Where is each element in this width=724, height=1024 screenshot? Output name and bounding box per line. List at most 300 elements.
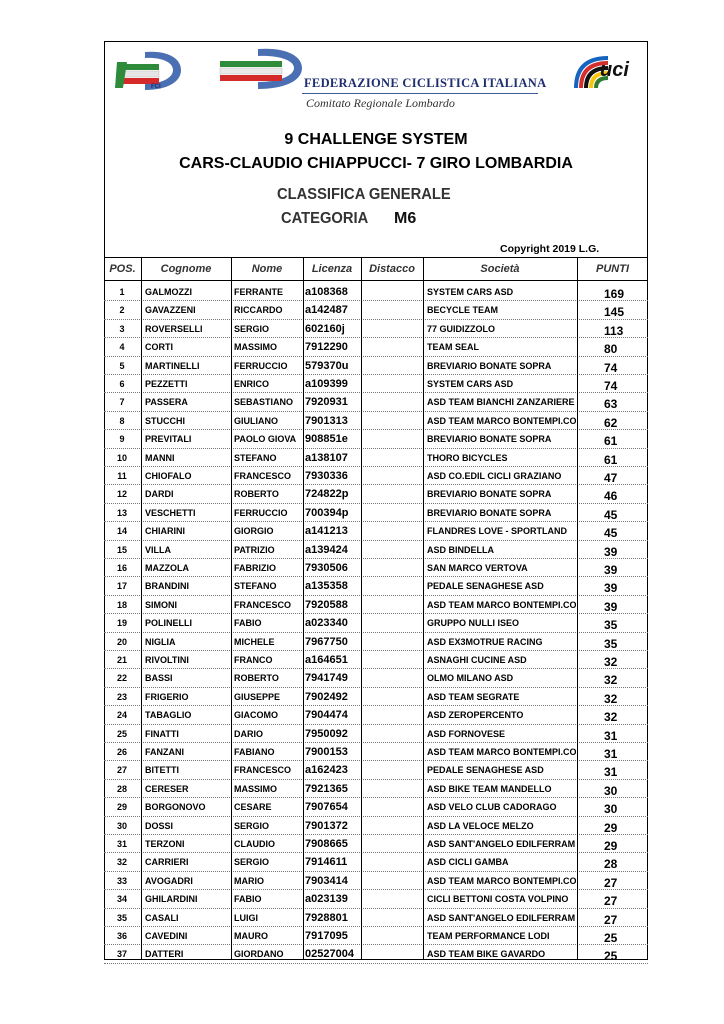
- cell-licenza: 7907654: [305, 801, 348, 814]
- cell-licenza: 7902492: [305, 690, 348, 703]
- cell-punti: 25: [604, 931, 618, 945]
- cell-societa: ASD CICLI GAMBA: [427, 857, 509, 868]
- table-row: [104, 780, 648, 798]
- categoria-row: [281, 210, 417, 228]
- cell-licenza: 7904474: [305, 709, 348, 722]
- cell-licenza: 700394p: [305, 506, 349, 519]
- cell-cognome: CARRIERI: [145, 857, 189, 868]
- table-row: [104, 945, 648, 963]
- table-row: [104, 651, 648, 669]
- cell-cognome: CASALI: [145, 912, 179, 923]
- cell-nome: FABIO: [234, 894, 262, 905]
- cell-licenza: a162423: [305, 764, 348, 777]
- cell-distacco: [362, 357, 422, 375]
- cell-nome: STEFANO: [234, 581, 277, 592]
- cell-nome: ENRICO: [234, 379, 270, 389]
- cell-punti: 35: [604, 618, 618, 633]
- cell-licenza: 7928801: [305, 911, 348, 924]
- cell-societa: TEAM SEAL: [427, 342, 480, 353]
- cell-licenza: 7901313: [305, 414, 348, 427]
- cell-societa: 77 GUIDIZZOLO: [427, 323, 496, 334]
- cell-punti: 30: [604, 783, 618, 798]
- cell-societa: BREVIARIO BONATE SOPRA: [427, 434, 552, 445]
- cell-distacco: [362, 706, 422, 724]
- cell-societa: SYSTEM CARS ASD: [427, 287, 514, 297]
- cell-cognome: DATTERI: [145, 949, 184, 960]
- cell-pos: 37: [116, 949, 127, 960]
- fci-logo-text: FCI: [151, 84, 161, 90]
- cell-punti: 35: [604, 636, 618, 651]
- cell-punti: 62: [604, 415, 618, 430]
- cell-punti: 30: [604, 802, 618, 817]
- cell-pos: 11: [117, 471, 127, 481]
- table-row: [104, 412, 648, 430]
- cell-nome: GIORDANO: [234, 949, 284, 960]
- cell-punti: 39: [604, 599, 618, 614]
- cell-distacco: [362, 743, 422, 761]
- cell-cognome: TABAGLIO: [145, 710, 192, 721]
- cell-licenza: 7941749: [305, 672, 348, 685]
- cell-distacco: [362, 338, 422, 356]
- cell-societa: BREVIARIO BONATE SOPRA: [427, 360, 552, 371]
- cell-distacco: [362, 798, 422, 816]
- cell-pos: 15: [116, 544, 127, 555]
- cell-pos: 23: [116, 691, 127, 702]
- cell-distacco: [362, 909, 422, 927]
- header-licenza: Licenza: [311, 263, 353, 275]
- cell-cognome: PEZZETTI: [145, 379, 188, 389]
- cell-pos: 27: [116, 765, 127, 776]
- cell-pos: 8: [119, 415, 125, 426]
- cell-distacco: [362, 320, 422, 338]
- cell-distacco: [362, 412, 422, 430]
- cell-cognome: DARDI: [145, 489, 174, 500]
- cell-nome: GIULIANO: [234, 415, 278, 426]
- event-title-line2: CARS-CLAUDIO CHIAPPUCCI- 7 GIRO LOMBARDIA: [179, 155, 573, 172]
- cell-distacco: [362, 633, 422, 651]
- cell-punti: 31: [604, 747, 618, 761]
- cell-licenza: a109399: [305, 378, 348, 390]
- cell-punti: 45: [604, 526, 618, 541]
- cell-punti: 61: [604, 452, 618, 467]
- table-row: [104, 577, 648, 595]
- cell-distacco: [362, 945, 422, 963]
- cell-cognome: CHIOFALO: [145, 471, 192, 481]
- cell-pos: 6: [119, 379, 125, 389]
- cell-punti: 32: [604, 673, 618, 688]
- cell-distacco: [362, 890, 422, 908]
- cell-nome: GIUSEPPE: [234, 691, 281, 702]
- cell-distacco: [362, 596, 422, 614]
- cell-punti: 27: [604, 912, 618, 927]
- table-row: [104, 669, 648, 687]
- cell-cognome: RIVOLTINI: [145, 655, 189, 665]
- cell-punti: 29: [604, 820, 618, 835]
- table-row: [104, 485, 648, 503]
- cell-societa: TEAM PERFORMANCE LODI: [427, 931, 550, 941]
- cell-distacco: [362, 467, 422, 485]
- cell-distacco: [362, 559, 422, 577]
- cell-punti: 113: [604, 323, 624, 338]
- table-row: [104, 817, 648, 835]
- cell-pos: 30: [116, 820, 127, 831]
- cell-pos: 31: [116, 839, 127, 849]
- cell-pos: 9: [119, 434, 125, 445]
- cell-cognome: BITETTI: [145, 765, 179, 776]
- cell-societa: BREVIARIO BONATE SOPRA: [427, 507, 552, 518]
- org-subtitle: Comitato Regionale Lombardo: [306, 96, 455, 110]
- cell-nome: MARIO: [234, 875, 264, 886]
- cell-societa: ASD LA VELOCE MELZO: [427, 820, 534, 831]
- cell-pos: 13: [116, 507, 127, 518]
- cell-licenza: 7912290: [305, 341, 348, 354]
- cell-nome: FRANCESCO: [234, 599, 292, 610]
- cell-distacco: [362, 301, 422, 319]
- cell-pos: 24: [116, 710, 127, 721]
- cell-distacco: [362, 375, 422, 393]
- cell-licenza: 579370u: [305, 359, 349, 372]
- cell-societa: ASNAGHI CUCINE ASD: [427, 655, 527, 665]
- cell-licenza: 7967750: [305, 635, 348, 648]
- table-row: [104, 320, 648, 338]
- cell-pos: 5: [119, 360, 125, 371]
- table-row: [104, 430, 648, 448]
- cell-distacco: [362, 577, 422, 595]
- cell-nome: FRANCESCO: [234, 471, 292, 481]
- copyright-text: Copyright 2019 L.G.: [500, 243, 600, 255]
- cell-distacco: [362, 817, 422, 835]
- cell-societa: PEDALE SENAGHESE ASD: [427, 765, 544, 776]
- cell-licenza: a135358: [305, 580, 348, 593]
- cell-societa: BREVIARIO BONATE SOPRA: [427, 489, 552, 500]
- cell-societa: ASD TEAM MARCO BONTEMPI.CO: [427, 599, 576, 610]
- cell-nome: SERGIO: [234, 857, 270, 868]
- cell-nome: FABRIZIO: [234, 563, 276, 573]
- cell-cognome: FRIGERIO: [145, 691, 189, 702]
- cell-punti: 47: [604, 471, 618, 485]
- cell-cognome: STUCCHI: [145, 415, 185, 426]
- cell-cognome: TERZONI: [145, 839, 185, 849]
- cell-pos: 25: [116, 728, 127, 739]
- cell-nome: PATRIZIO: [234, 544, 275, 555]
- cell-licenza: 7903414: [305, 874, 348, 887]
- cell-pos: 20: [116, 636, 127, 647]
- cell-distacco: [362, 522, 422, 540]
- cell-cognome: GHILARDINI: [145, 894, 198, 905]
- cell-licenza: 7930506: [305, 562, 348, 574]
- cell-licenza: a108368: [305, 286, 348, 298]
- cell-punti: 61: [604, 434, 618, 449]
- cell-distacco: [362, 541, 422, 559]
- table-row: [104, 375, 648, 393]
- cell-societa: ASD SANT'ANGELO EDILFERRAM: [427, 912, 576, 923]
- cell-distacco: [362, 872, 422, 890]
- cell-pos: 21: [116, 655, 127, 665]
- cell-cognome: CORTI: [145, 342, 173, 353]
- cell-nome: GIACOMO: [234, 710, 278, 721]
- cell-licenza: 7917095: [305, 930, 348, 942]
- cell-societa: CICLI BETTONI COSTA VOLPINO: [427, 894, 569, 905]
- cell-punti: 45: [604, 507, 618, 522]
- table-row: [104, 596, 648, 614]
- header-punti: PUNTI: [596, 263, 629, 275]
- cell-pos: 35: [116, 912, 127, 923]
- uci-logo-icon: [572, 52, 642, 92]
- cell-nome: FABIO: [234, 618, 262, 629]
- cell-nome: LUIGI: [234, 912, 258, 923]
- cell-pos: 36: [116, 931, 127, 941]
- table-row: [104, 706, 648, 724]
- cell-cognome: GALMOZZI: [145, 287, 192, 297]
- header-nome: Nome: [251, 263, 283, 275]
- table-row: [104, 890, 648, 908]
- cell-pos: 22: [116, 673, 127, 684]
- cell-nome: MAURO: [234, 931, 268, 941]
- cell-cognome: BORGONOVO: [145, 802, 206, 813]
- cell-licenza: 7920931: [305, 396, 348, 409]
- cell-societa: ASD TEAM BIANCHI ZANZARIERE: [427, 397, 575, 408]
- cell-licenza: 7900153: [305, 746, 348, 758]
- cell-pos: 4: [119, 342, 125, 353]
- cell-nome: FRANCESCO: [234, 765, 292, 776]
- cell-societa: PEDALE SENAGHESE ASD: [427, 581, 544, 592]
- cell-licenza: 7921365: [305, 782, 348, 795]
- cell-pos: 28: [116, 783, 127, 794]
- cell-cognome: MAZZOLA: [145, 563, 189, 573]
- cell-punti: 39: [604, 563, 618, 577]
- table-row: [104, 614, 648, 632]
- table-row: [104, 633, 648, 651]
- cell-pos: 7: [119, 397, 125, 408]
- cell-nome: CESARE: [234, 802, 272, 813]
- cell-pos: 10: [116, 452, 127, 463]
- header-cognome: Cognome: [160, 263, 212, 275]
- cell-licenza: a141213: [305, 525, 348, 538]
- cell-nome: MASSIMO: [234, 342, 278, 353]
- cell-licenza: 724822p: [305, 488, 349, 501]
- cell-cognome: VILLA: [145, 544, 171, 555]
- cell-distacco: [362, 485, 422, 503]
- cell-punti: 63: [604, 397, 618, 412]
- cell-punti: 32: [604, 691, 618, 706]
- cell-cognome: PREVITALI: [145, 434, 192, 445]
- categoria-value: M6: [394, 210, 417, 227]
- cell-licenza: 7920588: [305, 598, 348, 611]
- cell-licenza: a142487: [305, 304, 348, 317]
- cell-nome: ROBERTO: [234, 673, 279, 684]
- cell-cognome: SIMONI: [145, 599, 178, 610]
- cell-societa: ASD TEAM MARCO BONTEMPI.CO: [427, 747, 576, 757]
- cell-punti: 31: [604, 728, 618, 743]
- table-row: [104, 909, 648, 927]
- cell-societa: ASD CO.EDIL CICLI GRAZIANO: [427, 471, 562, 481]
- table-row: [104, 853, 648, 871]
- cell-societa: BECYCLE TEAM: [427, 305, 499, 316]
- cell-punti: 74: [604, 360, 618, 375]
- cell-punti: 32: [604, 655, 618, 669]
- cell-pos: 33: [116, 875, 127, 886]
- header-pos: POS.: [109, 263, 136, 275]
- cell-punti: 169: [604, 287, 625, 301]
- cell-societa: ASD TEAM MARCO BONTEMPI.CO: [427, 415, 576, 426]
- cell-cognome: DOSSI: [145, 820, 174, 831]
- cell-licenza: a138107: [305, 451, 348, 464]
- cell-licenza: 7901372: [305, 819, 348, 832]
- table-row: [104, 927, 648, 945]
- cell-pos: 3: [119, 323, 125, 334]
- cell-licenza: a139424: [305, 543, 348, 556]
- table-row: [104, 522, 648, 540]
- uci-logo-text: uci: [600, 59, 629, 81]
- table-row: [104, 541, 648, 559]
- cell-pos: 12: [116, 489, 127, 500]
- cell-distacco: [362, 927, 422, 945]
- cell-cognome: NIGLIA: [145, 636, 176, 647]
- cell-punti: 46: [604, 489, 618, 504]
- cell-pos: 34: [116, 894, 127, 905]
- cell-cognome: PASSERA: [145, 397, 188, 408]
- table-row: [104, 357, 648, 375]
- cell-licenza: a023340: [305, 617, 348, 630]
- cell-distacco: [362, 283, 422, 301]
- cell-distacco: [362, 669, 422, 687]
- header-distacco: Distacco: [369, 263, 415, 275]
- event-title-line1: 9 CHALLENGE SYSTEM: [284, 131, 468, 148]
- column-divider: [303, 257, 304, 960]
- cell-societa: OLMO MILANO ASD: [427, 673, 514, 684]
- column-divider: [231, 257, 232, 960]
- column-divider: [141, 257, 142, 960]
- cell-societa: ASD TEAM SEGRATE: [427, 691, 520, 702]
- fci-logo-icon: [115, 50, 185, 92]
- cell-distacco: [362, 393, 422, 411]
- cell-pos: 19: [116, 618, 127, 629]
- table-row: [104, 283, 648, 301]
- classifica-heading: CLASSIFICA GENERALE: [277, 186, 451, 203]
- cell-societa: ASD EX3MOTRUE RACING: [427, 636, 543, 647]
- table-row: [104, 467, 648, 485]
- cell-licenza: 7914611: [305, 856, 348, 869]
- cell-pos: 14: [116, 526, 127, 537]
- cell-punti: 27: [604, 894, 618, 909]
- cell-nome: FERRUCCIO: [234, 507, 288, 518]
- cell-punti: 32: [604, 710, 618, 725]
- cell-nome: FABIANO: [234, 747, 275, 757]
- cell-societa: SYSTEM CARS ASD: [427, 379, 514, 389]
- table-row: [104, 449, 648, 467]
- cell-distacco: [362, 761, 422, 779]
- table-row: [104, 761, 648, 779]
- cell-punti: 29: [604, 839, 618, 853]
- cell-nome: PAOLO GIOVA: [234, 434, 297, 445]
- cell-licenza: 908851e: [305, 433, 348, 446]
- cell-societa: FLANDRES LOVE - SPORTLAND: [427, 526, 568, 537]
- cell-distacco: [362, 449, 422, 467]
- cell-societa: SAN MARCO VERTOVA: [427, 563, 528, 573]
- cell-punti: 31: [604, 765, 618, 780]
- cell-nome: FERRUCCIO: [234, 360, 288, 371]
- cell-nome: FRANCO: [234, 655, 273, 665]
- cell-societa: ASD BIKE TEAM MANDELLO: [427, 783, 552, 794]
- cell-societa: GRUPPO NULLI ISEO: [427, 618, 520, 629]
- cell-distacco: [362, 835, 422, 853]
- cell-nome: CLAUDIO: [234, 839, 275, 849]
- cell-nome: SERGIO: [234, 820, 270, 831]
- table-row: [104, 835, 648, 853]
- cell-cognome: FINATTI: [145, 728, 179, 739]
- cell-societa: ASD BINDELLA: [427, 544, 494, 555]
- cell-societa: ASD ZEROPERCENTO: [427, 710, 524, 721]
- cell-societa: ASD TEAM MARCO BONTEMPI.CO: [427, 875, 576, 886]
- cell-societa: THORO BICYCLES: [427, 452, 508, 463]
- column-divider: [423, 257, 424, 960]
- org-name: FEDERAZIONE CICLISTICA ITALIANA: [304, 76, 547, 90]
- cell-cognome: CHIARINI: [145, 526, 185, 537]
- cell-pos: 32: [116, 857, 127, 868]
- cell-cognome: MANNI: [145, 452, 175, 463]
- cell-punti: 145: [604, 305, 625, 320]
- federazione-logo-icon: [218, 47, 308, 91]
- cell-nome: MICHELE: [234, 636, 275, 647]
- cell-punti: 39: [604, 581, 618, 596]
- cell-punti: 39: [604, 544, 618, 559]
- cell-pos: 29: [116, 802, 127, 813]
- cell-pos: 16: [116, 563, 127, 573]
- table-row: [104, 798, 648, 816]
- table-header: [104, 257, 648, 281]
- column-divider: [577, 257, 578, 960]
- cell-licenza: 602160j: [305, 322, 345, 335]
- table-row: [104, 743, 648, 761]
- cell-nome: STEFANO: [234, 452, 277, 463]
- cell-pos: 1: [119, 287, 125, 297]
- table-row: [104, 504, 648, 522]
- cell-licenza: 7950092: [305, 727, 348, 740]
- cell-pos: 18: [116, 599, 127, 610]
- cell-cognome: MARTINELLI: [145, 360, 200, 371]
- cell-distacco: [362, 504, 422, 522]
- cell-societa: ASD VELO CLUB CADORAGO: [427, 802, 557, 813]
- cell-punti: 80: [604, 342, 618, 357]
- cell-nome: DARIO: [234, 728, 263, 739]
- cell-cognome: BASSI: [145, 673, 173, 684]
- cell-nome: ROBERTO: [234, 489, 279, 500]
- cell-punti: 28: [604, 857, 618, 872]
- table-row: [104, 688, 648, 706]
- cell-licenza: 7908665: [305, 838, 348, 850]
- cell-societa: ASD SANT'ANGELO EDILFERRAM: [427, 839, 576, 849]
- org-rule: [302, 93, 538, 94]
- table-row: [104, 725, 648, 743]
- cell-cognome: BRANDINI: [145, 581, 189, 592]
- column-divider: [361, 257, 362, 960]
- cell-distacco: [362, 430, 422, 448]
- cell-societa: ASD FORNOVESE: [427, 728, 506, 739]
- cell-cognome: ROVERSELLI: [145, 323, 203, 334]
- cell-licenza: 7930336: [305, 470, 348, 482]
- cell-cognome: CAVEDINI: [145, 931, 188, 941]
- cell-distacco: [362, 651, 422, 669]
- table-row: [104, 872, 648, 890]
- header-societa: Società: [480, 263, 520, 275]
- table-row: [104, 393, 648, 411]
- cell-cognome: VESCHETTI: [145, 507, 196, 518]
- cell-pos: 26: [116, 747, 127, 757]
- cell-licenza: a164651: [305, 654, 348, 666]
- cell-distacco: [362, 780, 422, 798]
- cell-cognome: POLINELLI: [145, 618, 192, 629]
- table-row: [104, 559, 648, 577]
